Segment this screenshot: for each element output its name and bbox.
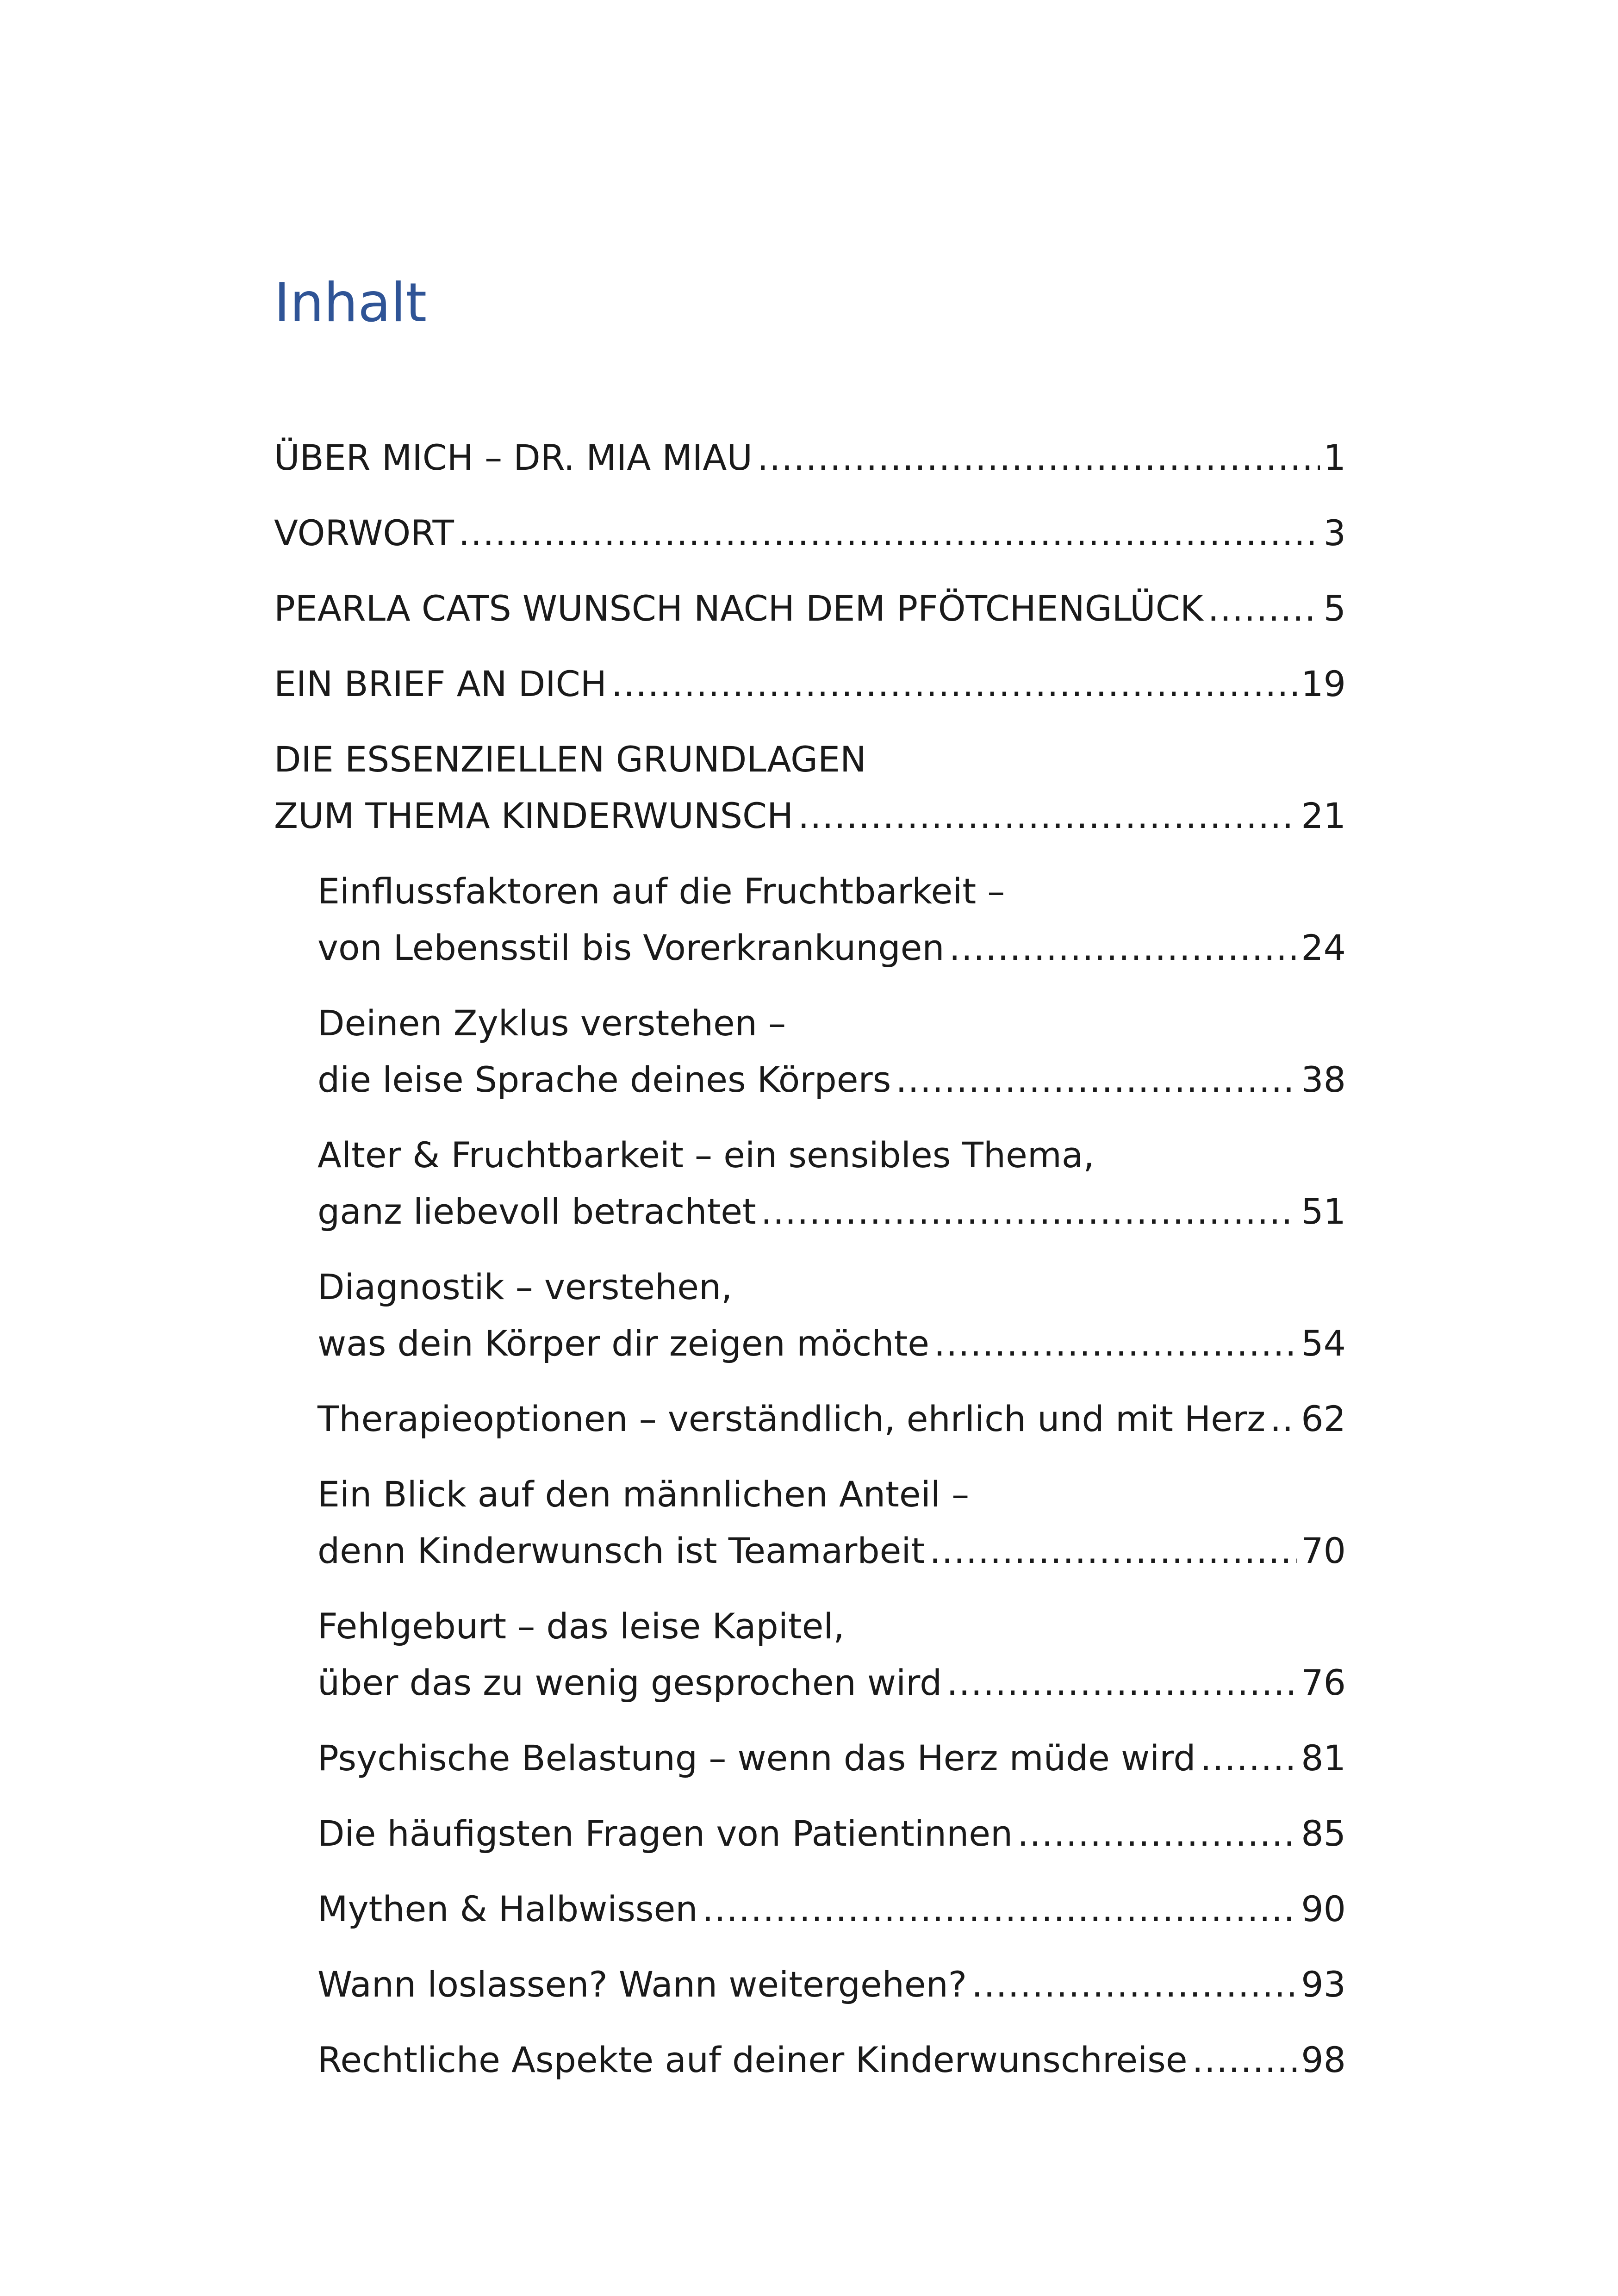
- toc-page-number: 5: [1323, 588, 1346, 629]
- toc-page-number: 3: [1323, 512, 1346, 554]
- toc-page-number: 85: [1301, 1813, 1346, 1854]
- toc-entry-text: ZUM THEMA KINDERWUNSCH: [274, 795, 794, 836]
- toc-page-number: 90: [1301, 1888, 1346, 1929]
- toc-entry-line: [274, 580, 1346, 637]
- toc-entry-line: [274, 429, 1346, 486]
- toc-entry-line: [317, 1183, 1346, 1240]
- dot-leader: [934, 1315, 1297, 1372]
- toc-entry[interactable]: [274, 505, 1346, 561]
- toc-entry-text: Therapieoptionen – verständlich, ehrlich und mit Herz: [317, 1398, 1266, 1439]
- toc-entry-text: Diagnostik – verstehen,: [317, 1266, 733, 1307]
- toc-entry-line: [317, 1655, 1346, 1711]
- toc-page-number: 19: [1301, 663, 1346, 704]
- dot-leader: [1208, 580, 1320, 637]
- dot-leader: [798, 788, 1297, 844]
- toc-page-number: 21: [1301, 795, 1346, 836]
- toc-entry-line: [317, 1805, 1346, 1862]
- toc-entry-line: [317, 1315, 1346, 1372]
- toc-entry-line: [317, 1052, 1346, 1108]
- toc-entry-text: Ein Blick auf den männlichen Anteil –: [317, 1474, 970, 1515]
- toc-entry-line: [317, 1881, 1346, 1937]
- toc-entry-text: EIN BRIEF AN DICH: [274, 663, 607, 704]
- toc-entry-line: [317, 2032, 1346, 2088]
- dot-leader: [1017, 1805, 1297, 1862]
- toc-entry-text: Alter & Fruchtbarkeit – ein sensibles Thema,: [317, 1134, 1095, 1176]
- dot-leader: [896, 1052, 1297, 1108]
- dot-leader: [1200, 1730, 1297, 1786]
- toc-entry[interactable]: [274, 429, 1346, 486]
- toc-page-number: 1: [1323, 437, 1346, 478]
- toc-page-number: 76: [1301, 1662, 1346, 1703]
- toc-entry-text: VORWORT: [274, 512, 454, 554]
- toc-page-number: 38: [1301, 1059, 1346, 1100]
- dot-leader: [761, 1183, 1297, 1240]
- toc-entry-line: [317, 920, 1346, 976]
- toc-entry-text: die leise Sprache deines Körpers: [317, 1059, 891, 1100]
- toc-entry-line: [274, 788, 1346, 844]
- toc-entry[interactable]: [317, 863, 1346, 976]
- dot-leader: [459, 505, 1320, 561]
- dot-leader: [1192, 2032, 1298, 2088]
- toc-entry[interactable]: [274, 656, 1346, 712]
- toc-entry[interactable]: [317, 1598, 1346, 1711]
- toc-entry[interactable]: [317, 2032, 1346, 2088]
- dot-leader: [1270, 1391, 1297, 1447]
- toc-entry-text: Wann loslassen? Wann weitergehen?: [317, 1964, 967, 2005]
- toc-page-number: 81: [1301, 1737, 1346, 1779]
- toc-entry-text: Mythen & Halbwissen: [317, 1888, 698, 1929]
- dot-leader: [757, 429, 1320, 486]
- toc-entry[interactable]: [317, 995, 1346, 1108]
- toc-entry-text: Fehlgeburt – das leise Kapitel,: [317, 1605, 845, 1647]
- toc-entry[interactable]: [317, 1127, 1346, 1240]
- toc-entry-line: [317, 1730, 1346, 1786]
- toc-entry-line: [317, 1956, 1346, 2013]
- toc-entry-line: [317, 1523, 1346, 1579]
- toc-entry-text: von Lebensstil bis Vorerkrankungen: [317, 927, 945, 968]
- toc-entry[interactable]: [274, 731, 1346, 844]
- toc-entry[interactable]: [317, 1805, 1346, 1862]
- toc-page-number: 24: [1301, 927, 1346, 968]
- toc-page-number: 62: [1301, 1398, 1346, 1439]
- table-of-contents: [274, 429, 1346, 2107]
- toc-entry-text: denn Kinderwunsch ist Teamarbeit: [317, 1530, 925, 1571]
- toc-entry[interactable]: [317, 1730, 1346, 1786]
- toc-entry-text: ÜBER MICH – DR. MIA MIAU: [274, 437, 753, 478]
- toc-entry-text: DIE ESSENZIELLEN GRUNDLAGEN: [274, 739, 866, 780]
- toc-entry-line: [274, 656, 1346, 712]
- toc-entry[interactable]: [317, 1956, 1346, 2013]
- toc-title: Inhalt: [274, 272, 427, 334]
- toc-entry[interactable]: [317, 1466, 1346, 1579]
- toc-entry[interactable]: [317, 1881, 1346, 1937]
- toc-entry-text: PEARLA CATS WUNSCH NACH DEM PFÖTCHENGLÜCK: [274, 588, 1203, 629]
- toc-entry-text: über das zu wenig gesprochen wird: [317, 1662, 942, 1703]
- toc-entry[interactable]: [274, 580, 1346, 637]
- toc-entry[interactable]: [317, 1391, 1346, 1447]
- toc-entry[interactable]: [317, 1259, 1346, 1372]
- dot-leader: [611, 656, 1297, 712]
- dot-leader: [949, 920, 1298, 976]
- dot-leader: [946, 1655, 1297, 1711]
- toc-page-number: 51: [1301, 1191, 1346, 1232]
- toc-entry-text: Deinen Zyklus verstehen –: [317, 1002, 786, 1044]
- toc-entry-line: [274, 505, 1346, 561]
- toc-page-number: 70: [1301, 1530, 1346, 1571]
- dot-leader: [971, 1956, 1297, 2013]
- toc-page-number: 93: [1301, 1964, 1346, 2005]
- dot-leader: [703, 1881, 1298, 1937]
- toc-entry-text: Einflussfaktoren auf die Fruchtbarkeit –: [317, 871, 1005, 912]
- toc-page-number: 54: [1301, 1323, 1346, 1364]
- toc-entry-text: Die häufigsten Fragen von Patientinnen: [317, 1813, 1013, 1854]
- toc-entry-text: was dein Körper dir zeigen möchte: [317, 1323, 930, 1364]
- toc-entry-text: Rechtliche Aspekte auf deiner Kinderwunschreise: [317, 2039, 1188, 2080]
- toc-page-number: 98: [1301, 2039, 1346, 2080]
- dot-leader: [929, 1523, 1297, 1579]
- toc-entry-line: [317, 1391, 1346, 1447]
- toc-entry-text: Psychische Belastung – wenn das Herz müde wird: [317, 1737, 1196, 1779]
- toc-entry-text: ganz liebevoll betrachtet: [317, 1191, 756, 1232]
